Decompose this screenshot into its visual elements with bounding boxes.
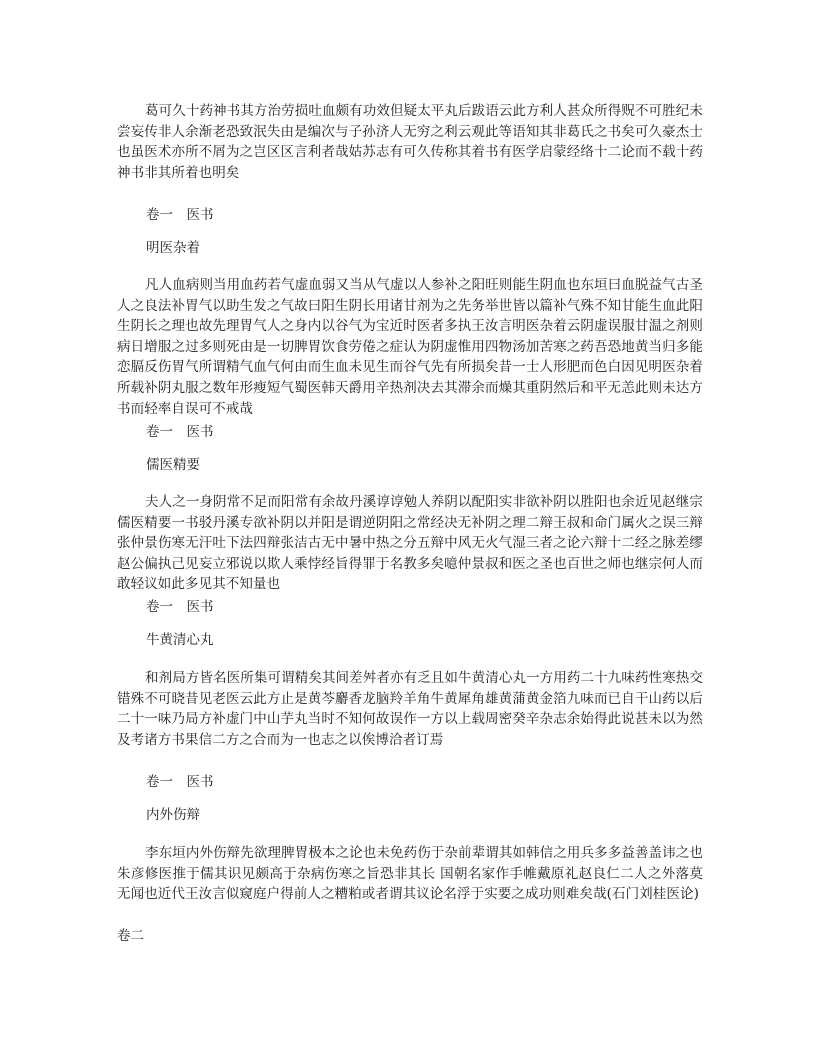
heading-ming-yi-za-zhu: 明医杂着 — [146, 240, 200, 256]
paragraph-yin-yang: 夫人之一身阴常不足而阳常有余故丹溪谆谆勉人养阴以配阳实非欲补阴以胜阳也余近见赵继宗儒医精要一书驳丹溪专欲补阴以并阳是谓逆阴阳之常经决无补阴之理二辩王叔和命门属火之误三辩张仲景伤寒无汗吐下法四辩张洁古无中暑中热之分五辩中风无火气湿三者之论六辩十二经之脉差缪赵公偏执己见妄立邪说以欺人乘悖经旨得罪于名教多矣噫仲景叔和医之圣也百世之师也继宗何人而敢轻议如此多见其不知量也 — [117, 494, 703, 593]
heading-nei-wai-shang-bian: 内外伤辩 — [146, 807, 200, 823]
paragraph-ten-remedies: 葛可久十药神书其方治劳损吐血颇有功效但疑太平丸后跋语云此方利人甚众所得贶不可胜纪未尝妄传非人余渐老恐致泯失由是编次与子孙济人无穷之利云观此等语知其非葛氏之书矣可久豪杰士也虽医术亦所不屑为之岂区区言利者哉姑苏志有可久传称其着书有医学启蒙经络十二论而不载十药神书非其所着也明矣 — [117, 103, 703, 181]
section-label: 卷一 医书 — [146, 599, 214, 615]
paragraph-dong-yuan: 李东垣内外伤辩先欲理脾胃极本之论也未免药伤于杂前辈谓其如韩信之用兵多多益善盖讳之也朱彦修医推于儒其识见颇高于杂病伤寒之旨恐非其长 国朝名家作手帷戴原礼赵良仁二人之外落莫无闻也近代王汝言似窥庭户得前人之糟粕或者谓其议论名浮于实要之成功则难矣哉(石门刘桂医论) — [117, 845, 703, 903]
heading-ru-yi-jing-yao: 儒医精要 — [146, 457, 200, 473]
volume-two-label: 卷二 — [117, 928, 144, 944]
heading-niu-huang-qing-xin-wan: 牛黄清心丸 — [146, 632, 214, 648]
section-label: 卷一 医书 — [146, 424, 214, 440]
paragraph-blood-disease: 凡人血病则当用血药若气虚血弱又当从气虚以人参补之阳旺则能生阴血也东垣曰血脱益气古圣人之良法补胃气以助生发之气故曰阳生阴长用诸甘剂为之先务举世皆以篇补气殊不知甘能生血此阳生阴长之理也故先理胃气人之身内以谷气为宝近时医者多执王汝言明医杂着云阴虚误服甘温之剂则病日增服之过多则死由是一切脾胃饮食劳倦之症认为阴虚惟用四物汤加苦寒之药吾恐地黄当归多能恋膈反伤胃气所谓精气血气何由而生血未见生而谷气先有所损矣昔一士人形肥而色白因见明医杂着所载补阴丸服之数年形瘦短气蜀医韩天爵用辛热剂决去其滞余而燥其重阴然后和平无恙此则未达方书而轻率自误可不戒哉 — [117, 277, 703, 417]
paragraph-formulary: 和剂局方皆名医所集可谓精矣其间差舛者亦有乏且如牛黄清心丸一方用药二十九味药性寒热交错殊不可晓昔见老医云此方止是黄芩麝香龙脑羚羊角牛黄犀角雄黄蒲黄金箔九味而已自干山药以后二十一味乃局方补虚门中山芋丸当时不知何故误作一方以上载周密癸辛杂志余始得此说甚未以为然及考诸方书果信二方之合而为一也志之以俟博洽者订焉 — [117, 670, 703, 748]
section-label: 卷一 医书 — [146, 207, 214, 223]
section-label: 卷一 医书 — [146, 774, 214, 790]
